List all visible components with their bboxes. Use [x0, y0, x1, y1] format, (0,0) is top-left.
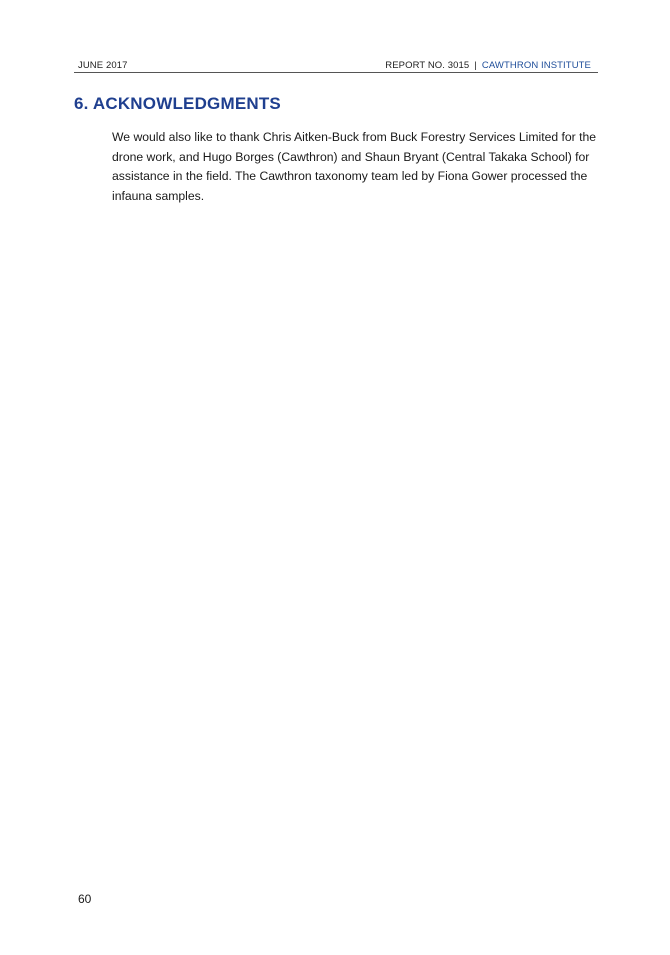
header-report-info	[385, 60, 591, 71]
page-number: 60	[78, 892, 92, 906]
header-date: JUNE 2017	[78, 60, 128, 71]
header-institute: CAWTHRON INSTITUTE	[481, 60, 591, 71]
header-divider	[74, 72, 598, 73]
header-report-number: REPORT NO. 3015	[385, 60, 470, 71]
header-separator: |	[474, 60, 477, 71]
section-title: 6. ACKNOWLEDGMENTS	[74, 94, 281, 113]
acknowledgments-paragraph: We would also like to thank Chris Aitken-Buck from Buck Forestry Services Limited for the drone work, and Hugo Borges (Cawthron) and Shaun Bryant (Central Takaka School) for assistance in the field. The Cawthron taxonomy team led by Fiona Gower processed the infauna samples.	[112, 130, 597, 203]
